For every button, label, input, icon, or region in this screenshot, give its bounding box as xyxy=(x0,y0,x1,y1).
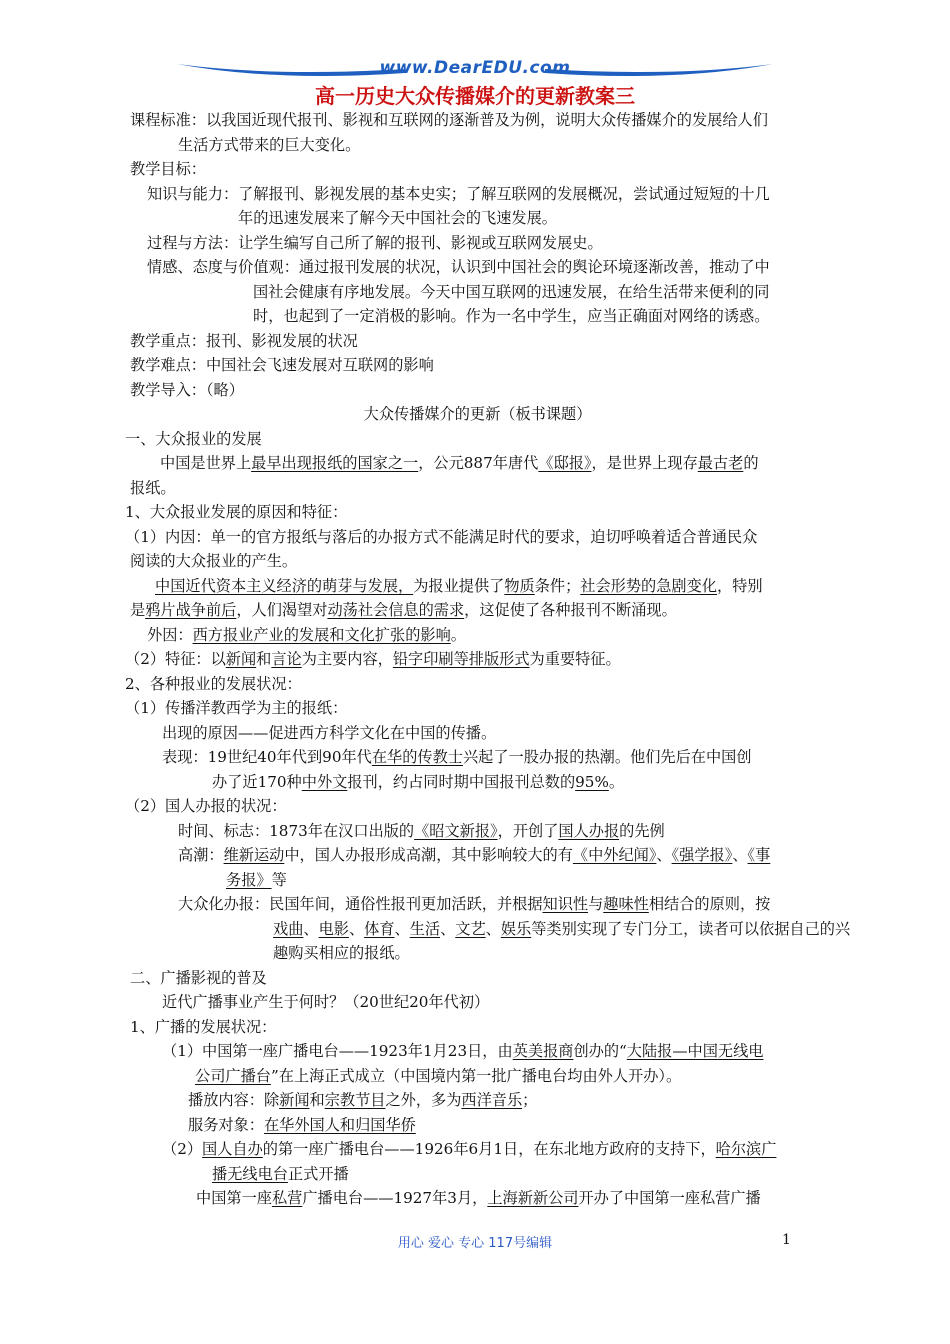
text-line: 时间、标志：1873年在汉口出版的《昭文新报》，开创了国人办报的先例 xyxy=(178,821,665,840)
text-line: 教学导入：（略） xyxy=(130,380,244,399)
text-line: 教学难点：中国社会飞速发展对互联网的影响 xyxy=(130,356,434,374)
text-line: 情感、态度与价值观：通过报刊发展的状况，认识到中国社会的舆论环境逐渐改善，推动了中 xyxy=(147,258,770,276)
text-line: 外因：西方报业产业的发展和文化扩张的影响。 xyxy=(147,625,466,644)
text-line: 教学重点：报刊、影视发展的状况 xyxy=(130,331,358,350)
section-heading: 一、大众报业的发展 xyxy=(125,429,262,448)
text-line: 出现的原因——促进西方科学文化在中国的传播。 xyxy=(162,723,497,742)
text-line: （1）传播洋教西学为主的报纸： xyxy=(125,699,348,717)
text-line: 知识与能力：了解报刊、影视发展的基本史实；了解互联网的发展概况，尝试通过短短的十几 xyxy=(147,184,770,203)
text-line: （2）国人办报的状况： xyxy=(125,797,287,815)
text-line: 公司广播台”在上海正式成立（中国境内第一批广播电台均由外人开办）。 xyxy=(195,1066,682,1085)
text-line: 中国第一座私营广播电台——1927年3月，上海新新公司开办了中国第一座私营广播 xyxy=(196,1189,761,1207)
text-line: 大众化办报：民国年间，通俗性报刊更加活跃，并根据知识性与趣味性相结合的原则，按 xyxy=(178,895,771,913)
page-number: 1 xyxy=(782,1232,791,1248)
text-line: （1）内因：单一的官方报纸与落后的办报方式不能满足时代的要求，迫切呼唤着适合普通民众 xyxy=(125,527,758,546)
text-line: 表现：19世纪40年代到90年代在华的传教士兴起了一股办报的热潮。他们先后在中国创 xyxy=(162,748,752,766)
text-line: 教学目标： xyxy=(130,160,206,178)
text-line: 中国是世界上最早出现报纸的国家之一，公元887年唐代《邸报》，是世界上现存最古老的 xyxy=(160,454,759,472)
text-line: 高潮：维新运动中，国人办报形成高潮，其中影响较大的有《中外纪闻》、《强学报》、《事 xyxy=(178,846,771,864)
site-logo xyxy=(175,58,775,82)
text-line: 是鸦片战争前后，人们渴望对动荡社会信息的需求，这促使了各种报刊不断涌现。 xyxy=(130,601,677,619)
text-line: 趣购买相应的报纸。 xyxy=(273,944,410,962)
section-heading: 1、大众报业发展的原因和特征： xyxy=(125,503,348,521)
text-line: 服务对象：在华外国人和归国华侨 xyxy=(188,1115,416,1134)
text-line: 播无线电台正式开播 xyxy=(212,1164,349,1183)
section-heading: 1、广播的发展状况： xyxy=(130,1017,277,1036)
text-line: 播放内容：除新闻和宗教节目之外，多为西洋音乐； xyxy=(188,1091,538,1109)
text-line: 近代广播事业产生于何时？（20世纪20年代初） xyxy=(162,993,490,1011)
text-line: 课程标准：以我国近现代报刊、影视和互联网的逐渐普及为例，说明大众传播媒介的发展给人们 xyxy=(130,111,768,129)
text-line: （1）中国第一座广播电台——1923年1月23日，由英美报商创办的“大陆报—中国无线电 xyxy=(162,1042,764,1060)
text-line: （2）国人自办的第一座广播电台——1926年6月1日，在东北地方政府的支持下，哈尔滨广 xyxy=(162,1140,777,1158)
text-line: （2）特征：以新闻和言论为主要内容，铅字印刷等排版形式为重要特征。 xyxy=(125,650,621,668)
text-line: 生活方式带来的巨大变化。 xyxy=(178,135,361,154)
text-line: 年的迅速发展来了解今天中国社会的飞速发展。 xyxy=(238,209,557,227)
text-line: 报纸。 xyxy=(130,478,176,497)
text-line: 戏曲、电影、体育、生活、文艺、娱乐等类别实现了专门分工，读者可以依据自己的兴 xyxy=(273,919,851,938)
text-line: 国社会健康有序地发展。今天中国互联网的迅速发展，在给生活带来便利的同 xyxy=(253,282,770,301)
lesson-content xyxy=(125,108,851,1211)
text-line: 过程与方法：让学生编写自己所了解的报刊、影视或互联网发展史。 xyxy=(147,233,603,252)
text-line: 务报》等 xyxy=(226,870,287,889)
page-title: 高一历史大众传播媒介的更新教案三 xyxy=(315,84,635,108)
footer-note: 用心 爱心 专心 117号编辑 xyxy=(397,1236,553,1251)
text-line: 中国近代资本主义经济的萌芽与发展，为报业提供了物质条件；社会形势的急剧变化，特别 xyxy=(155,576,763,595)
site-url[interactable]: www.DearEDU.com xyxy=(379,58,571,78)
section-subtitle: 大众传播媒介的更新（板书课题） xyxy=(363,405,592,423)
text-line: 办了近170种中外文报刊，约占同时期中国报刊总数的95%。 xyxy=(212,772,625,791)
section-heading: 二、广播影视的普及 xyxy=(130,968,267,987)
text-line: 阅读的大众报业的产生。 xyxy=(130,552,298,570)
text-line: 时，也起到了一定消极的影响。作为一名中学生，应当正确面对网络的诱惑。 xyxy=(253,307,770,325)
section-heading: 2、各种报业的发展状况： xyxy=(125,674,302,693)
